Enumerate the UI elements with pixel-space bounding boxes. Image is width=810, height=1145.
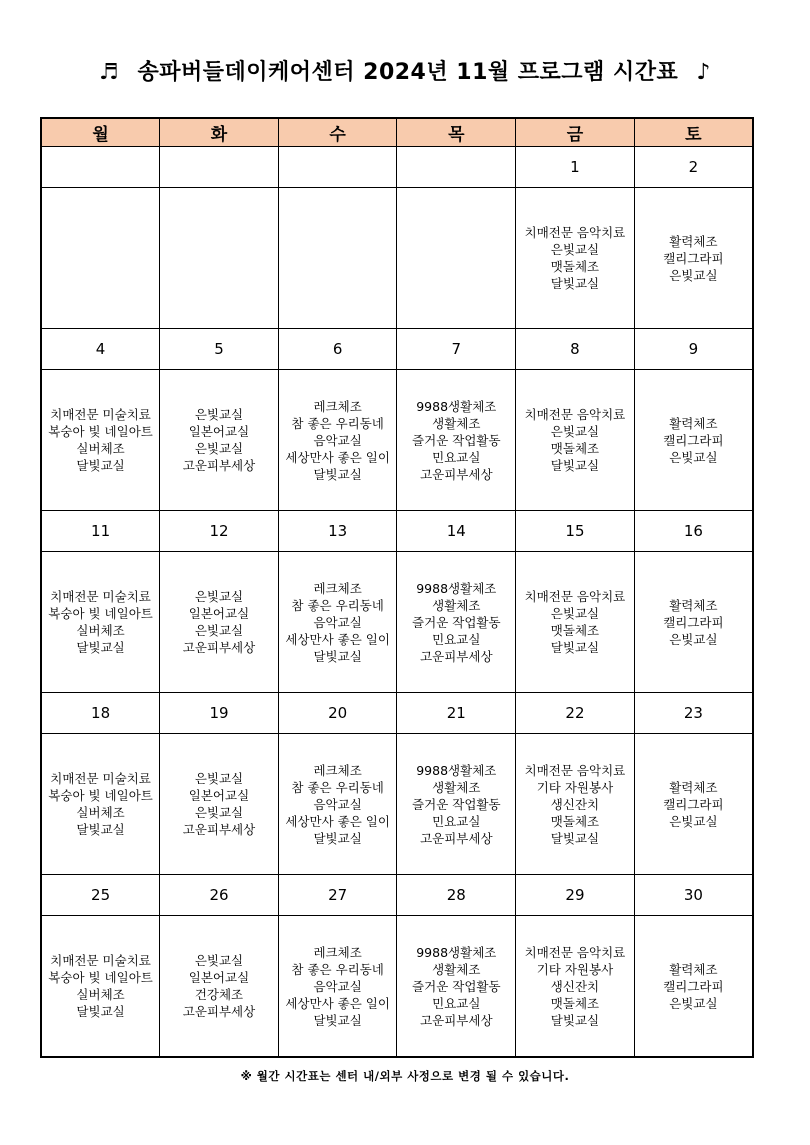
program-cell — [634, 916, 753, 1058]
program-cell — [160, 916, 279, 1058]
date-cell: 11 — [41, 511, 160, 552]
program-item: 고운피부세상 — [420, 1012, 493, 1028]
date-cell: 14 — [397, 511, 516, 552]
date-cell: 23 — [634, 693, 753, 734]
program-item: 달빛교실 — [313, 466, 362, 482]
schedule-body — [41, 147, 753, 1058]
program-item: 치매전문 미술치료 — [50, 953, 151, 968]
program-item: 달빛교실 — [76, 458, 125, 473]
program-item: 레크체조 — [313, 762, 362, 778]
date-cell: 15 — [516, 511, 635, 552]
program-item: 참 좋은 우리동네 — [291, 597, 384, 613]
program-item: 즐거운 작업활동 — [412, 614, 501, 630]
program-item: 캘리그라피 — [663, 250, 724, 266]
program-row — [41, 734, 753, 875]
program-cell — [41, 916, 160, 1058]
program-item: 치매전문 미술치료 — [50, 589, 151, 604]
program-item: 은빛교실 — [669, 813, 718, 829]
program-item: 은빛교실 — [669, 631, 718, 647]
program-item: 세상만사 좋은 일이 — [285, 995, 390, 1011]
date-cell: 7 — [397, 329, 516, 370]
program-item: 9988생활체조 — [416, 762, 497, 778]
date-cell: 26 — [160, 875, 279, 916]
program-item: 은빛교실 — [194, 953, 244, 968]
page-title-text: 송파버들데이케어센터 2024년 11월 프로그램 시간표 — [137, 60, 679, 85]
program-item: 음악교실 — [313, 432, 362, 448]
program-cell — [278, 370, 397, 511]
program-cell — [41, 734, 160, 875]
program-item: 참 좋은 우리동네 — [291, 961, 384, 977]
weekday-header-row — [41, 118, 753, 147]
program-item: 민요교실 — [432, 995, 481, 1011]
program-item: 9988생활체조 — [416, 944, 497, 960]
music-note-icon: ♪ — [696, 60, 711, 85]
program-item: 은빛교실 — [194, 589, 244, 604]
program-item: 음악교실 — [313, 796, 362, 812]
weekday-header-wed: 수 — [278, 118, 397, 147]
program-item: 건강체조 — [194, 987, 244, 1002]
program-cell — [160, 552, 279, 693]
program-item: 음악교실 — [313, 978, 362, 994]
date-cell: 6 — [278, 329, 397, 370]
program-item: 복숭아 빛 네일아트 — [48, 788, 153, 803]
program-item: 세상만사 좋은 일이 — [285, 449, 390, 465]
date-cell — [160, 147, 279, 188]
program-item: 활력체조 — [669, 597, 718, 613]
date-cell: 30 — [634, 875, 753, 916]
program-item: 은빛교실 — [194, 623, 244, 638]
weekday-header-mon: 월 — [41, 118, 160, 147]
program-item: 은빛교실 — [194, 805, 244, 820]
date-cell: 27 — [278, 875, 397, 916]
program-item: 달빛교실 — [550, 1012, 600, 1028]
program-item: 고운피부세상 — [420, 648, 493, 664]
program-cell — [634, 370, 753, 511]
date-row — [41, 329, 753, 370]
program-item: 은빛교실 — [669, 267, 718, 283]
program-item: 레크체조 — [313, 580, 362, 596]
program-item: 달빛교실 — [76, 640, 125, 655]
program-item: 달빛교실 — [313, 648, 362, 664]
date-cell: 16 — [634, 511, 753, 552]
date-row — [41, 511, 753, 552]
program-item: 캘리그라피 — [663, 796, 724, 812]
program-item: 복숭아 빛 네일아트 — [48, 424, 153, 439]
program-cell — [397, 552, 516, 693]
program-cell — [397, 734, 516, 875]
program-item: 활력체조 — [669, 779, 718, 795]
program-item: 활력체조 — [669, 233, 718, 249]
program-cell — [278, 188, 397, 329]
program-item: 치매전문 미술치료 — [50, 407, 151, 422]
date-cell: 2 — [634, 147, 753, 188]
footnote: ※ 월간 시간표는 센터 내/외부 사정으로 변경 될 수 있습니다. — [240, 1069, 570, 1083]
program-row — [41, 370, 753, 511]
program-item: 실버체조 — [76, 623, 125, 638]
program-item: 치매전문 음악치료 — [524, 225, 626, 240]
program-item: 은빛교실 — [194, 407, 244, 422]
program-cell — [160, 188, 279, 329]
program-item: 민요교실 — [432, 631, 481, 647]
program-item: 생활체조 — [432, 779, 481, 795]
program-cell — [278, 916, 397, 1058]
date-cell: 8 — [516, 329, 635, 370]
weekday-header-fri: 금 — [516, 118, 635, 147]
program-item: 활력체조 — [669, 961, 718, 977]
program-item: 9988생활체조 — [416, 580, 497, 596]
program-cell — [516, 552, 635, 693]
date-cell: 9 — [634, 329, 753, 370]
program-item: 치매전문 음악치료 — [524, 407, 626, 422]
program-item: 실버체조 — [76, 805, 125, 820]
program-item: 참 좋은 우리동네 — [291, 415, 384, 431]
program-item: 생활체조 — [432, 415, 481, 431]
program-item: 복숭아 빛 네일아트 — [48, 970, 153, 985]
program-item: 은빛교실 — [550, 424, 600, 439]
program-item: 즐거운 작업활동 — [412, 796, 501, 812]
program-row — [41, 552, 753, 693]
program-item: 맷돌체조 — [550, 995, 600, 1011]
program-item: 달빛교실 — [76, 822, 125, 837]
program-item: 맷돌체조 — [550, 259, 600, 274]
program-cell — [397, 188, 516, 329]
program-cell — [160, 734, 279, 875]
program-cell — [278, 552, 397, 693]
program-item: 달빛교실 — [76, 1004, 125, 1019]
program-item: 9988생활체조 — [416, 398, 497, 414]
program-item: 참 좋은 우리동네 — [291, 779, 384, 795]
program-item: 고운피부세상 — [182, 822, 256, 837]
program-item: 맷돌체조 — [550, 623, 600, 638]
program-item: 은빛교실 — [194, 771, 244, 786]
date-cell: 29 — [516, 875, 635, 916]
program-cell — [397, 370, 516, 511]
program-cell — [634, 188, 753, 329]
program-item: 치매전문 음악치료 — [524, 589, 626, 604]
program-item: 캘리그라피 — [663, 978, 724, 994]
date-row — [41, 693, 753, 734]
program-item: 활력체조 — [669, 415, 718, 431]
program-item: 치매전문 음악치료 — [524, 944, 626, 960]
program-item: 은빛교실 — [669, 995, 718, 1011]
weekday-header-tue: 화 — [160, 118, 279, 147]
program-item: 기타 자원봉사 — [536, 961, 614, 977]
program-item: 레크체조 — [313, 944, 362, 960]
program-cell — [516, 916, 635, 1058]
program-row — [41, 188, 753, 329]
schedule-table — [40, 117, 754, 1058]
program-item: 달빛교실 — [550, 458, 600, 473]
program-item: 달빛교실 — [550, 276, 600, 291]
date-cell: 21 — [397, 693, 516, 734]
program-item: 치매전문 미술치료 — [50, 771, 151, 786]
date-cell: 13 — [278, 511, 397, 552]
program-item: 실버체조 — [76, 441, 125, 456]
program-item: 일본어교실 — [188, 788, 250, 803]
program-cell — [634, 734, 753, 875]
program-item: 세상만사 좋은 일이 — [285, 631, 390, 647]
program-item: 은빛교실 — [194, 441, 244, 456]
program-item: 일본어교실 — [188, 424, 250, 439]
program-item: 일본어교실 — [188, 970, 250, 985]
program-item: 즐거운 작업활동 — [412, 978, 501, 994]
program-item: 맷돌체조 — [550, 813, 600, 829]
date-cell: 5 — [160, 329, 279, 370]
date-cell: 28 — [397, 875, 516, 916]
program-item: 달빛교실 — [313, 830, 362, 846]
page-title — [0, 55, 810, 86]
program-cell — [278, 734, 397, 875]
date-row — [41, 875, 753, 916]
program-item: 고운피부세상 — [182, 458, 256, 473]
program-item: 생신잔치 — [550, 796, 600, 812]
program-cell — [41, 188, 160, 329]
date-cell: 18 — [41, 693, 160, 734]
program-cell — [516, 188, 635, 329]
program-item: 달빛교실 — [550, 640, 600, 655]
program-item: 레크체조 — [313, 398, 362, 414]
program-item: 달빛교실 — [550, 830, 600, 846]
program-cell — [160, 370, 279, 511]
program-item: 생활체조 — [432, 961, 481, 977]
program-item: 기타 자원봉사 — [536, 779, 614, 795]
music-note-icon: ♬ — [99, 60, 120, 85]
program-item: 고운피부세상 — [182, 1004, 256, 1019]
date-cell: 20 — [278, 693, 397, 734]
program-item: 복숭아 빛 네일아트 — [48, 606, 153, 621]
date-cell — [41, 147, 160, 188]
program-row — [41, 916, 753, 1058]
date-cell: 22 — [516, 693, 635, 734]
program-cell — [41, 370, 160, 511]
date-cell: 25 — [41, 875, 160, 916]
program-item: 세상만사 좋은 일이 — [285, 813, 390, 829]
date-cell — [397, 147, 516, 188]
program-item: 실버체조 — [76, 987, 125, 1002]
program-item: 고운피부세상 — [420, 830, 493, 846]
program-item: 치매전문 음악치료 — [524, 762, 626, 778]
program-item: 고운피부세상 — [182, 640, 256, 655]
program-item: 캘리그라피 — [663, 432, 724, 448]
weekday-header-sat: 토 — [634, 118, 753, 147]
program-cell — [516, 370, 635, 511]
program-cell — [41, 552, 160, 693]
program-item: 민요교실 — [432, 449, 481, 465]
program-item: 은빛교실 — [550, 606, 600, 621]
weekday-header-thu: 목 — [397, 118, 516, 147]
program-cell — [516, 734, 635, 875]
program-item: 민요교실 — [432, 813, 481, 829]
program-item: 달빛교실 — [313, 1012, 362, 1028]
program-item: 음악교실 — [313, 614, 362, 630]
program-cell — [397, 916, 516, 1058]
date-cell — [278, 147, 397, 188]
program-item: 캘리그라피 — [663, 614, 724, 630]
date-row — [41, 147, 753, 188]
program-item: 은빛교실 — [550, 242, 600, 257]
program-item: 맷돌체조 — [550, 441, 600, 456]
date-cell: 1 — [516, 147, 635, 188]
date-cell: 12 — [160, 511, 279, 552]
program-item: 생활체조 — [432, 597, 481, 613]
program-item: 고운피부세상 — [420, 466, 493, 482]
date-cell: 4 — [41, 329, 160, 370]
program-item: 은빛교실 — [669, 449, 718, 465]
program-cell — [634, 552, 753, 693]
program-item: 일본어교실 — [188, 606, 250, 621]
program-item: 생신잔치 — [550, 978, 600, 994]
program-item: 즐거운 작업활동 — [412, 432, 501, 448]
date-cell: 19 — [160, 693, 279, 734]
